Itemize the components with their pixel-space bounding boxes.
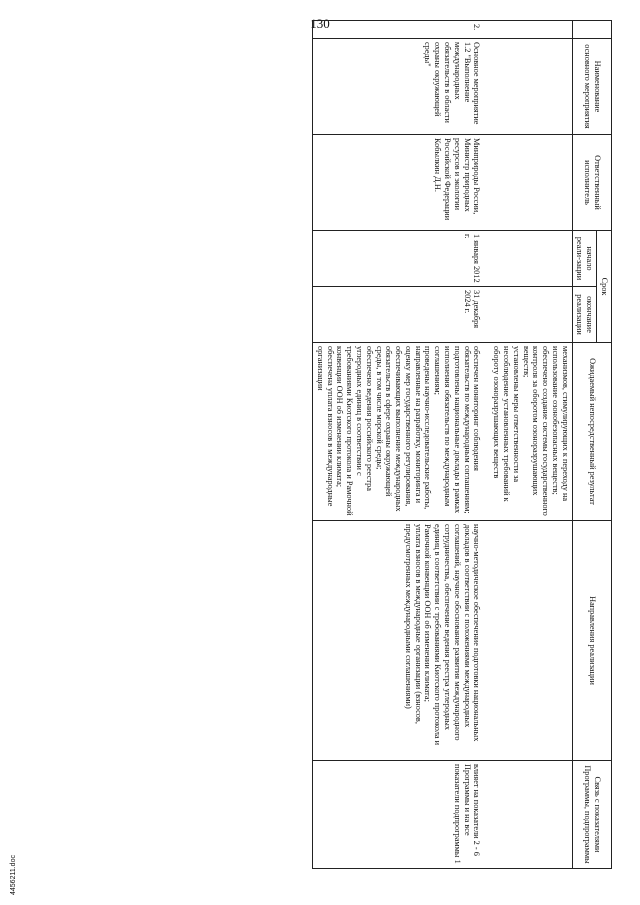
cell-directions: научно-методическое обеспечение подготовки национальных докладов в соответствии с положениями международных соглашений, научное обоснование развития международного сотрудничества, обеспечение ведения реестра углеродных единиц в соответствии с требованиями Киотского протокола и Рамочной конвенции ООН об изменении климата; уплата взносов в международные организации (взносов, предусмотренных международными соглашениями) — [313, 521, 484, 761]
cell-executor: Минприроды России, Министр природных ресурсов и экологии Российской Федерации Кобылкин Д.Н. — [313, 135, 484, 231]
measures-table — [312, 20, 612, 869]
footer-doc-code: 4456211.doc — [10, 855, 17, 895]
page-number: 130 — [310, 16, 330, 31]
cell-name — [483, 39, 572, 135]
cell-end: 31 декабря 2024 г. — [313, 287, 484, 343]
table-row-2 — [313, 21, 484, 869]
header-name: Наименование основного мероприятия — [572, 39, 611, 135]
header-term: Срок — [597, 231, 612, 343]
header-result: Ожидаемый непосредственный результат — [572, 343, 611, 521]
cell-end — [483, 287, 572, 343]
cell-link — [483, 761, 572, 869]
header-num — [572, 21, 611, 39]
cell-result: механизмов, стимулирующих к переходу на использование озонобезопасных веществ; обеспечено создание системы государственного контроля за оборотом озоноразрушающих веществ; установлены меры ответственности за несоблюдение установленных требований к обороту озоноразрушающих веществ — [483, 343, 572, 521]
header-directions: Направления реализации — [572, 521, 611, 761]
header-link: Связь с показателями Программы, подпрограммы — [572, 761, 611, 869]
cell-link: влияет на показатели 2 - 6 Программы и на все показатели подпрограммы 1 — [313, 761, 484, 869]
header-row-1 — [597, 21, 612, 869]
cell-name: Основное мероприятие 1.2 "Выполнение международных обязательств в области охраны окружающей среды" — [313, 39, 484, 135]
rotated-table-wrapper — [64, 20, 612, 868]
cell-num: 2. — [313, 21, 484, 39]
cell-start — [483, 231, 572, 287]
cell-directions — [483, 521, 572, 761]
header-end: окончание реализации — [572, 287, 597, 343]
table-row-continuation — [483, 21, 572, 869]
header-executor: Ответственный исполнитель — [572, 135, 611, 231]
cell-num — [483, 21, 572, 39]
header-start: начало реали-зации — [572, 231, 597, 287]
cell-start: 1 января 2012 г. — [313, 231, 484, 287]
cell-result: обеспечен мониторинг соблюдения обязательств по международным соглашениям; подготовлены национальные доклады в рамках исполнения обязательств по международным соглашениям; проведены научно-исследовательские работы, направленные на разработку, мониторинга и оценку мер государственного регулирования, обеспечивающих выполнение международных обязательств в сфере охраны окружающей среды, в том числе морской среды; обеспечено ведения российского реестра углеродных единиц в соответствии с требованиями Киотского протокола и Рамочной конвенции ООН об изменении климата; обеспечена уплата взносов в международные организации — [313, 343, 484, 521]
cell-executor — [483, 135, 572, 231]
